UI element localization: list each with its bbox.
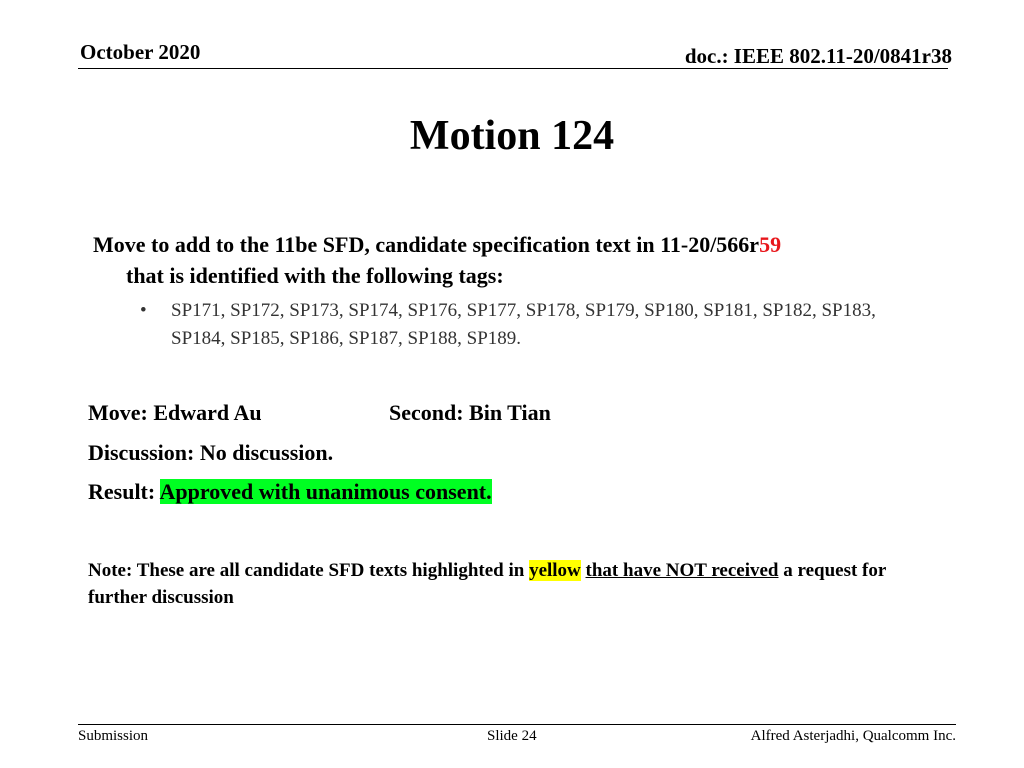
tags-bullet-item: [140, 297, 900, 353]
motion-text-after: that is identified with the following tags:: [126, 263, 504, 288]
seconder-line: Second: Bin Tian: [389, 400, 551, 425]
mover-line: Move: Edward Au: [88, 400, 262, 425]
tags-list: SP171, SP172, SP173, SP174, SP176, SP177, SP178, SP179, SP180, SP181, SP182, SP183, SP184, SP185, SP186, SP187, SP188, SP189.: [171, 300, 876, 349]
header-date: October 2020: [80, 40, 201, 64]
footer-submission: Submission: [78, 728, 149, 744]
result-value: Approved with unanimous consent.: [159, 479, 492, 504]
note-part2: a request for further discussion: [88, 560, 886, 608]
discussion-line: Discussion: No discussion.: [88, 440, 334, 465]
header-divider: [78, 68, 948, 69]
note-part1: Note: These are all candidate SFD texts highlighted in: [88, 560, 525, 581]
footer-slide-number: Slide 24: [487, 728, 537, 744]
result-label: Result:: [88, 479, 156, 504]
note-highlighted-word: yellow: [529, 560, 581, 581]
slide-title: Motion 124: [409, 113, 615, 159]
note-underlined-text: that have NOT received: [585, 560, 779, 581]
header-doc-id: doc.: IEEE 802.11-20/0841r38: [684, 44, 952, 68]
footer-author: Alfred Asterjadhi, Qualcomm Inc.: [750, 728, 956, 744]
footer-divider: [78, 724, 956, 725]
motion-text: [93, 229, 923, 291]
result-line: [88, 479, 492, 505]
motion-revision-number: 59: [759, 232, 782, 257]
bullet-icon: •: [140, 300, 147, 321]
note-paragraph: [88, 557, 948, 611]
motion-text-before: Move to add to the 11be SFD, candidate specification text in 11-20/566r: [93, 232, 760, 257]
